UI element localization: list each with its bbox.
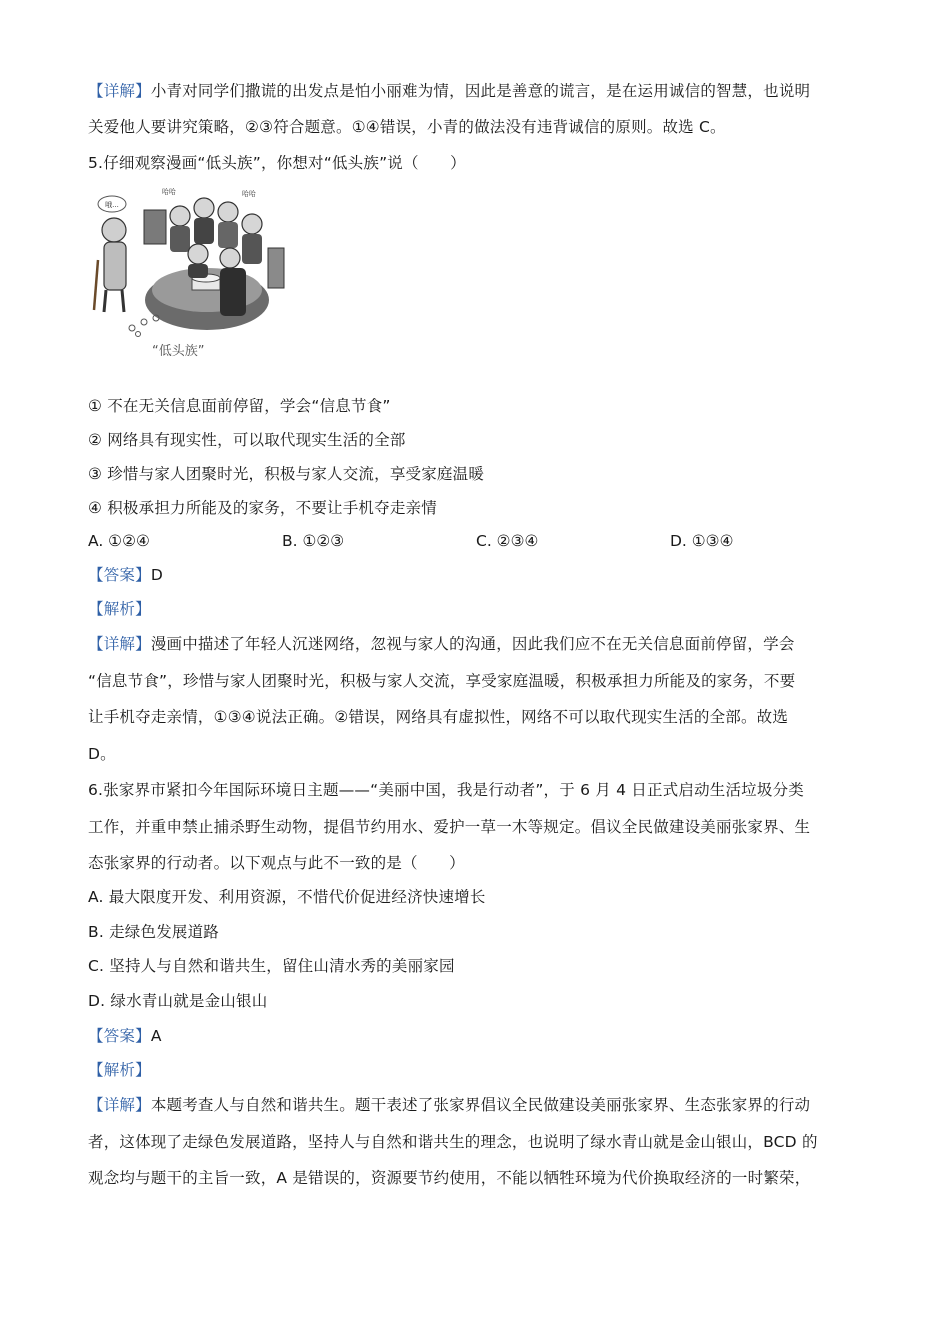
q5-option-c: C. ②③④ [476, 532, 539, 550]
cartoon-chair [144, 210, 166, 244]
cartoon-person [218, 202, 238, 222]
detail-tag: 【详解】 [88, 82, 151, 100]
answer-tag: 【答案】 [88, 1027, 151, 1045]
cartoon-cane [94, 260, 98, 310]
cartoon-elderly-man [102, 218, 126, 242]
q6-analysis-tag: 【解析】 [88, 1061, 151, 1079]
q6-detail-line-2: 者，这体现了走绿色发展道路，坚持人与自然和谐共生的理念，也说明了绿水青山就是金山银山，BCD 的 [88, 1133, 818, 1151]
cartoon-person [242, 214, 262, 234]
q6-detail-text-1: 本题考查人与自然和谐共生。题干表述了张家界倡议全民做建设美丽张家界、生态张家界的行动 [150, 1096, 811, 1114]
q5-stem: 5.仔细观察漫画“低头族”，你想对“低头族”说（ ） [88, 154, 466, 172]
q5-detail-line-4: D。 [88, 745, 116, 763]
cartoon-person [188, 244, 208, 264]
q6-answer-value: A [150, 1027, 162, 1045]
q6-answer [88, 1025, 862, 1047]
q5-statement-1: ① 不在无关信息面前停留，学会“信息节食” [88, 397, 391, 415]
q5-answer-value: D [150, 566, 163, 584]
cartoon-speech-top: 哈哈 [162, 188, 176, 196]
detail-tag: 【详解】 [88, 1096, 151, 1114]
cartoon-person [194, 198, 214, 218]
answer-tag: 【答案】 [88, 566, 151, 584]
cartoon-caption: “低头族” [152, 344, 205, 359]
cartoon-speech-left: 哦... [105, 201, 119, 209]
q6-option-b: B. 走绿色发展道路 [88, 923, 219, 941]
q5-analysis-tag: 【解析】 [88, 600, 151, 618]
q5-statement-3: ③ 珍惜与家人团聚时光，积极与家人交流，享受家庭温暖 [88, 465, 485, 483]
cartoon-person [220, 248, 240, 268]
detail-tag: 【详解】 [88, 635, 151, 653]
q4-detail-line-1 [88, 80, 862, 102]
low-head-tribe-cartoon [92, 182, 292, 362]
q5-statement-4: ④ 积极承担力所能及的家务，不要让手机夺走亲情 [88, 499, 437, 517]
q6-detail-line-1 [88, 1094, 862, 1116]
cartoon-person [170, 206, 190, 226]
q6-option-c: C. 坚持人与自然和谐共生，留住山清水秀的美丽家园 [88, 957, 455, 975]
q5-option-d: D. ①③④ [670, 532, 734, 550]
q6-option-d: D. 绿水青山就是金山银山 [88, 992, 268, 1010]
q5-detail-line-2: “信息节食”，珍惜与家人团聚时光，积极与家人交流，享受家庭温暖，积极承担力所能及的家务，不要 [88, 672, 796, 690]
cartoon-speech-right: 哈哈 [242, 190, 256, 198]
q5-statement-2: ② 网络具有现实性，可以取代现实生活的全部 [88, 431, 406, 449]
cartoon-chair [268, 248, 284, 288]
q6-stem-line-3: 态张家界的行动者。以下观点与此不一致的是（ ） [88, 854, 465, 872]
q5-detail-text-1: 漫画中描述了年轻人沉迷网络，忽视与家人的沟通，因此我们应不在无关信息面前停留，学会 [150, 635, 795, 653]
q4-detail-text-1: 小青对同学们撒谎的出发点是怕小丽难为情，因此是善意的谎言，是在运用诚信的智慧，也说明 [150, 82, 811, 100]
q5-option-b: B. ①②③ [282, 532, 345, 550]
q6-stem-line-2: 工作，并重申禁止捕杀野生动物，提倡节约用水、爱护一草一木等规定。倡议全民做建设美丽张家界、生 [88, 818, 811, 836]
q6-option-a: A. 最大限度开发、利用资源，不惜代价促进经济快速增长 [88, 888, 486, 906]
q5-option-a: A. ①②④ [88, 532, 150, 550]
q5-detail-line-3: 让手机夺走亲情，①③④说法正确。②错误，网络具有虚拟性，网络不可以取代现实生活的全部。故选 [88, 708, 789, 726]
q5-answer [88, 564, 862, 586]
q6-stem-line-1: 6.张家界市紧扣今年国际环境日主题——“美丽中国，我是行动者”，于 6 月 4 日正式启动生活垃圾分类 [88, 781, 804, 799]
q6-detail-line-3: 观念均与题干的主旨一致，A 是错误的，资源要节约使用，不能以牺牲环境为代价换取经济的一时繁荣， [88, 1169, 811, 1187]
q5-detail-line-1 [88, 633, 862, 655]
q4-detail-line-2: 关爱他人要讲究策略，②③符合题意。①④错误，小青的做法没有违背诚信的原则。故选 C。 [88, 118, 726, 136]
